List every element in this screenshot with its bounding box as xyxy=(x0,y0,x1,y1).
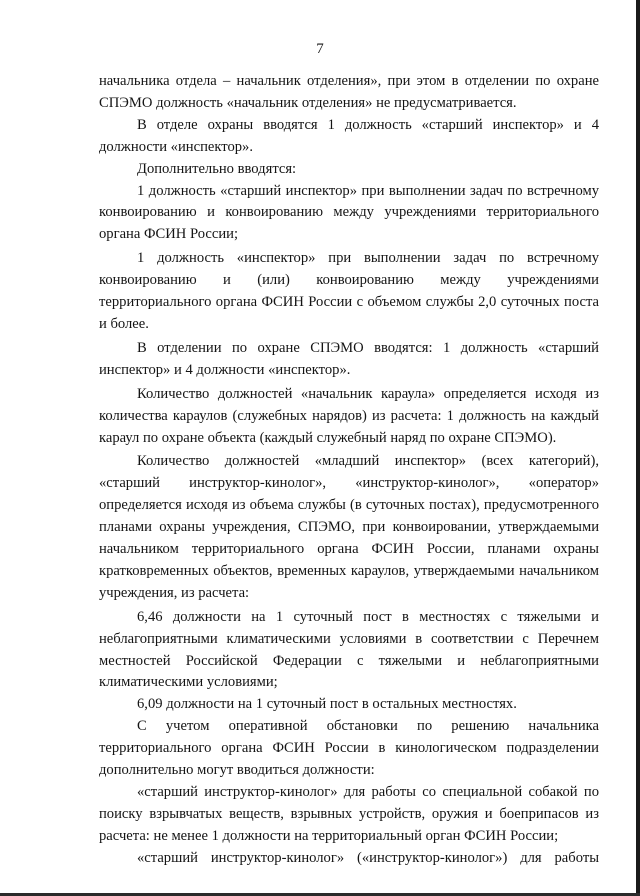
paragraph-13: «старший инструктор-кинолог» («инструктор-кинолог») для работы xyxy=(137,849,599,866)
paragraph-8: Количество должностей «младший инспектор» (всех категорий), «старший инструктор-кинолог», «инструктор-кинолог», «оператор» определяется исходя из объема службы (в суточных постах), предусмотренного планами охраны учреждения, СПЭМО, при конвоировании, утверждаемыми начальником территориального органа ФСИН России, планами охраны кратковременных объектов, временных караулов, утверждаемыми начальником учреждения, из расчета: xyxy=(99,453,599,601)
paragraph-7: Количество должностей «начальник караула» определяется исходя из количества караулов (служебных нарядов) из расчета: 1 должность на каждый караул по охране объекта (каждый служебный наряд по охране СПЭМО). xyxy=(99,385,599,446)
page-edge xyxy=(636,0,640,896)
document-body xyxy=(99,71,599,870)
paragraph-2: В отделе охраны вводятся 1 должность «старший инспектор» и 4 должности «инспектор». xyxy=(99,116,599,155)
paragraph-3: Дополнительно вводятся: xyxy=(137,160,297,177)
paragraph-11: С учетом оперативной обстановки по решению начальника территориального органа ФСИН России в кинологическом подразделении дополнительно могут вводиться должности: xyxy=(99,718,599,779)
paragraph-9: 6,46 должности на 1 суточный пост в местностях с тяжелыми и неблагоприятными климатическими условиями в соответствии с Перечнем местностей Российской Федерации с тяжелыми и неблагоприятными климатическими условиями; xyxy=(99,608,599,691)
paragraph-10: 6,09 должности на 1 суточный пост в остальных местностях. xyxy=(137,696,517,713)
paragraph-6: В отделении по охране СПЭМО вводятся: 1 должность «старший инспектор» и 4 должности «инспектор». xyxy=(99,339,599,378)
paragraph-4: 1 должность «старший инспектор» при выполнении задач по встречному конвоированию и конвоированию между учреждениями территориального органа ФСИН России; xyxy=(99,182,599,243)
page-number: 7 xyxy=(316,41,324,57)
paragraph-1: начальника отдела – начальник отделения», при этом в отделении по охране СПЭМО должность «начальник отделения» не предусматривается. xyxy=(99,73,599,111)
paragraph-5: 1 должность «инспектор» при выполнении задач по встречному конвоированию и (или) конвоированию между учреждениями территориального органа ФСИН России с объемом службы 2,0 суточных поста и более. xyxy=(99,250,599,332)
paragraph-12: «старший инструктор-кинолог» для работы со специальной собакой по поиску взрывчатых веществ, взрывных устройств, оружия и боеприпасов из расчета: не менее 1 должности на территориальный орган ФСИН России; xyxy=(99,784,599,844)
